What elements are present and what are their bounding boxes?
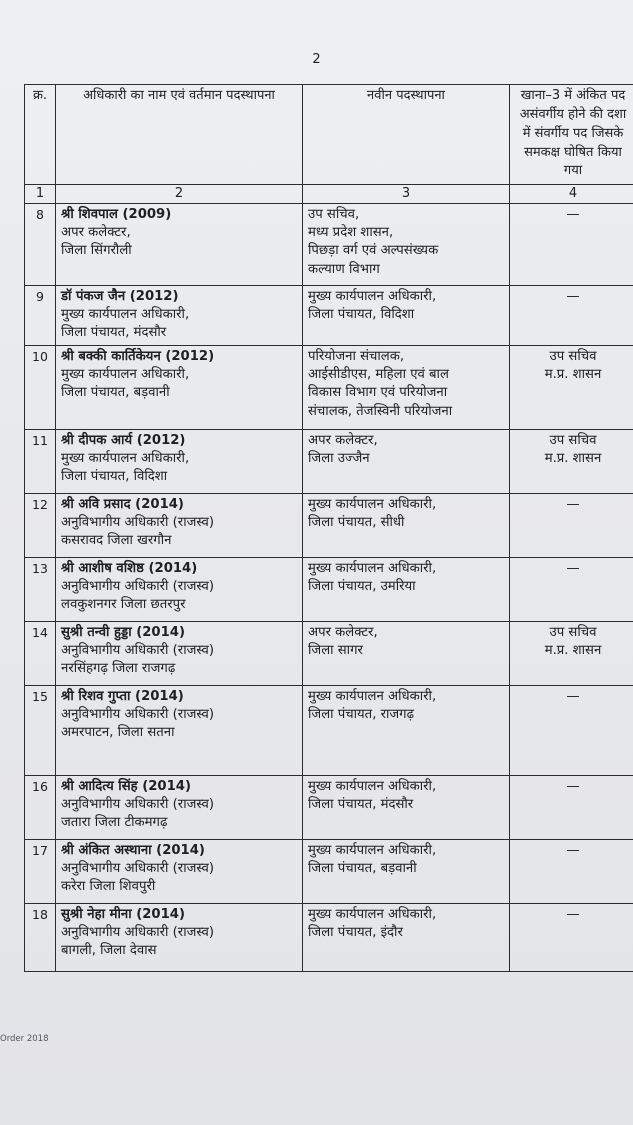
table-header-row [25,85,633,185]
new-posting-line: मुख्य कार्यपालन अधिकारी, [308,289,437,304]
new-posting-line: मुख्य कार्यपालन अधिकारी, [308,689,437,704]
equivalent-cadre-line: उप सचिव [549,349,597,364]
new-posting-line: आईसीडीएस, महिला एवं बाल [308,367,449,383]
current-posting-line: जतारा जिला टीकमगढ़ [61,815,168,831]
current-posting-line: अपर कलेक्टर, [61,225,131,241]
header-officer-current-posting: अधिकारी का नाम एवं वर्तमान पदस्थापना [56,85,303,185]
current-posting-cell [56,840,303,904]
current-posting-line: नरसिंहगढ़ जिला राजगढ़ [61,661,176,677]
serial-number: 8 [25,204,56,286]
serial-number: 15 [25,686,56,776]
header-serial: क्र. [25,85,56,185]
column-number: 3 [303,185,510,204]
current-posting-cell [56,904,303,972]
equivalent-cadre-line: — [566,561,580,576]
current-posting-line: अनुविभागीय अधिकारी (राजस्व) [61,925,215,941]
current-posting-line: बागली, जिला देवास [61,943,157,959]
new-posting-line: मुख्य कार्यपालन अधिकारी, [308,843,437,858]
equivalent-cadre-cell [510,622,633,686]
equivalent-cadre-line: — [566,843,580,858]
officer-name: श्री अवि प्रसाद (2014) [61,497,184,512]
officer-name: श्री रिशव गुप्ता (2014) [61,689,184,704]
equivalent-cadre-line: म.प्र. शासन [544,451,602,467]
posting-order-table [24,84,633,972]
new-posting-cell [303,558,510,622]
current-posting-line: मुख्य कार्यपालन अधिकारी, [61,451,190,467]
new-posting-line: संचालक, तेजस्विनी परियोजना [308,403,453,419]
officer-name: श्री अंकित अस्थाना (2014) [61,843,205,858]
current-posting-line: जिला पंचायत, मंदसौर [61,325,167,341]
new-posting-cell [303,622,510,686]
current-posting-cell [56,622,303,686]
header-new-posting: नवीन पदस्थापना [303,85,510,185]
current-posting-line: जिला पंचायत, विदिशा [61,469,168,485]
officer-name: श्री दीपक आर्य (2012) [61,433,186,448]
current-posting-line: मुख्य कार्यपालन अधिकारी, [61,307,190,323]
equivalent-cadre-cell [510,840,633,904]
equivalent-cadre-cell [510,776,633,840]
equivalent-cadre-cell [510,286,633,346]
serial-number: 11 [25,430,56,494]
officer-name: श्री बक्की कार्तिकेयन (2012) [61,349,215,364]
table-row [25,840,633,904]
table-row [25,904,633,972]
officer-name: डॉ पंकज जैन (2012) [61,289,179,304]
new-posting-line: मुख्य कार्यपालन अधिकारी, [308,497,437,512]
table-body [25,204,633,972]
new-posting-line: उप सचिव, [308,207,360,222]
officer-name: श्री आदित्य सिंह (2014) [61,779,191,794]
table-row [25,430,633,494]
column-number: 2 [56,185,303,204]
new-posting-cell [303,776,510,840]
current-posting-line: अनुविभागीय अधिकारी (राजस्व) [61,515,215,531]
serial-number: 9 [25,286,56,346]
current-posting-cell [56,204,303,286]
new-posting-line: जिला पंचायत, मंदसौर [308,797,414,813]
current-posting-line: अनुविभागीय अधिकारी (राजस्व) [61,643,215,659]
officer-name: सुश्री तन्वी हुड्डा (2014) [61,625,185,640]
table-row [25,686,633,776]
current-posting-line: जिला पंचायत, बड़वानी [61,385,170,401]
table-row [25,776,633,840]
new-posting-cell [303,430,510,494]
new-posting-cell [303,494,510,558]
column-number: 4 [510,185,633,204]
column-number: 1 [25,185,56,204]
equivalent-cadre-line: — [566,289,580,304]
equivalent-cadre-cell [510,558,633,622]
new-posting-cell [303,346,510,430]
equivalent-cadre-line: — [566,497,580,512]
column-number-row [25,185,633,204]
new-posting-line: कल्याण विभाग [308,261,380,277]
new-posting-line: मुख्य कार्यपालन अधिकारी, [308,779,437,794]
header-equivalent-cadre-post: खाना–3 में अंकित पद असंवर्गीय होने की दशा में संवर्गीय पद जिसके समकक्ष घोषित किया गया [510,85,633,185]
footer-label: Order 2018 [0,1034,49,1044]
new-posting-line: अपर कलेक्टर, [308,433,378,448]
equivalent-cadre-cell [510,346,633,430]
current-posting-line: अनुविभागीय अधिकारी (राजस्व) [61,579,215,595]
current-posting-line: मुख्य कार्यपालन अधिकारी, [61,367,190,383]
new-posting-line: जिला पंचायत, उमरिया [308,579,416,595]
new-posting-line: मध्य प्रदेश शासन, [308,225,394,241]
new-posting-line: परियोजना संचालक, [308,349,405,364]
table-row [25,494,633,558]
table-row [25,346,633,430]
table-row [25,204,633,286]
current-posting-line: अनुविभागीय अधिकारी (राजस्व) [61,797,215,813]
new-posting-cell [303,204,510,286]
equivalent-cadre-line: — [566,779,580,794]
equivalent-cadre-line: — [566,907,580,922]
serial-number: 16 [25,776,56,840]
equivalent-cadre-line: — [566,689,580,704]
current-posting-cell [56,686,303,776]
equivalent-cadre-cell [510,430,633,494]
serial-number: 18 [25,904,56,972]
current-posting-cell [56,494,303,558]
new-posting-line: जिला सागर [308,643,363,659]
new-posting-line: अपर कलेक्टर, [308,625,378,640]
new-posting-cell [303,686,510,776]
officer-name: श्री शिवपाल (2009) [61,207,172,222]
equivalent-cadre-line: उप सचिव [549,433,597,448]
current-posting-cell [56,776,303,840]
equivalent-cadre-line: उप सचिव [549,625,597,640]
new-posting-line: जिला पंचायत, बड़वानी [308,861,417,877]
new-posting-line: मुख्य कार्यपालन अधिकारी, [308,561,437,576]
current-posting-line: लवकुशनगर जिला छतरपुर [61,597,186,613]
equivalent-cadre-cell [510,904,633,972]
equivalent-cadre-line: म.प्र. शासन [544,367,602,383]
page-number: 2 [312,52,321,67]
new-posting-line: पिछड़ा वर्ग एवं अल्पसंख्यक [308,243,439,259]
new-posting-cell [303,286,510,346]
current-posting-line: कसरावद जिला खरगौन [61,533,172,549]
serial-number: 14 [25,622,56,686]
table-row [25,558,633,622]
new-posting-cell [303,904,510,972]
equivalent-cadre-line: — [566,207,580,222]
new-posting-line: जिला पंचायत, सीधी [308,515,405,531]
equivalent-cadre-line: म.प्र. शासन [544,643,602,659]
current-posting-line: अमरपाटन, जिला सतना [61,725,175,741]
officer-name: श्री आशीष वशिष्ठ (2014) [61,561,198,576]
equivalent-cadre-cell [510,494,633,558]
serial-number: 13 [25,558,56,622]
current-posting-cell [56,558,303,622]
table-row [25,286,633,346]
officer-name: सुश्री नेहा मीना (2014) [61,907,185,922]
current-posting-line: जिला सिंगरौली [61,243,132,259]
serial-number: 17 [25,840,56,904]
new-posting-cell [303,840,510,904]
equivalent-cadre-cell [510,204,633,286]
current-posting-line: अनुविभागीय अधिकारी (राजस्व) [61,861,215,877]
new-posting-line: विकास विभाग एवं परियोजना [308,385,448,401]
new-posting-line: मुख्य कार्यपालन अधिकारी, [308,907,437,922]
serial-number: 12 [25,494,56,558]
equivalent-cadre-cell [510,686,633,776]
current-posting-cell [56,286,303,346]
new-posting-line: जिला पंचायत, इंदौर [308,925,403,941]
current-posting-cell [56,430,303,494]
serial-number: 10 [25,346,56,430]
table-row [25,622,633,686]
new-posting-line: जिला पंचायत, राजगढ़ [308,707,415,723]
current-posting-line: करेरा जिला शिवपुरी [61,879,156,895]
current-posting-line: अनुविभागीय अधिकारी (राजस्व) [61,707,215,723]
new-posting-line: जिला पंचायत, विदिशा [308,307,415,323]
current-posting-cell [56,346,303,430]
new-posting-line: जिला उज्जैन [308,451,370,467]
